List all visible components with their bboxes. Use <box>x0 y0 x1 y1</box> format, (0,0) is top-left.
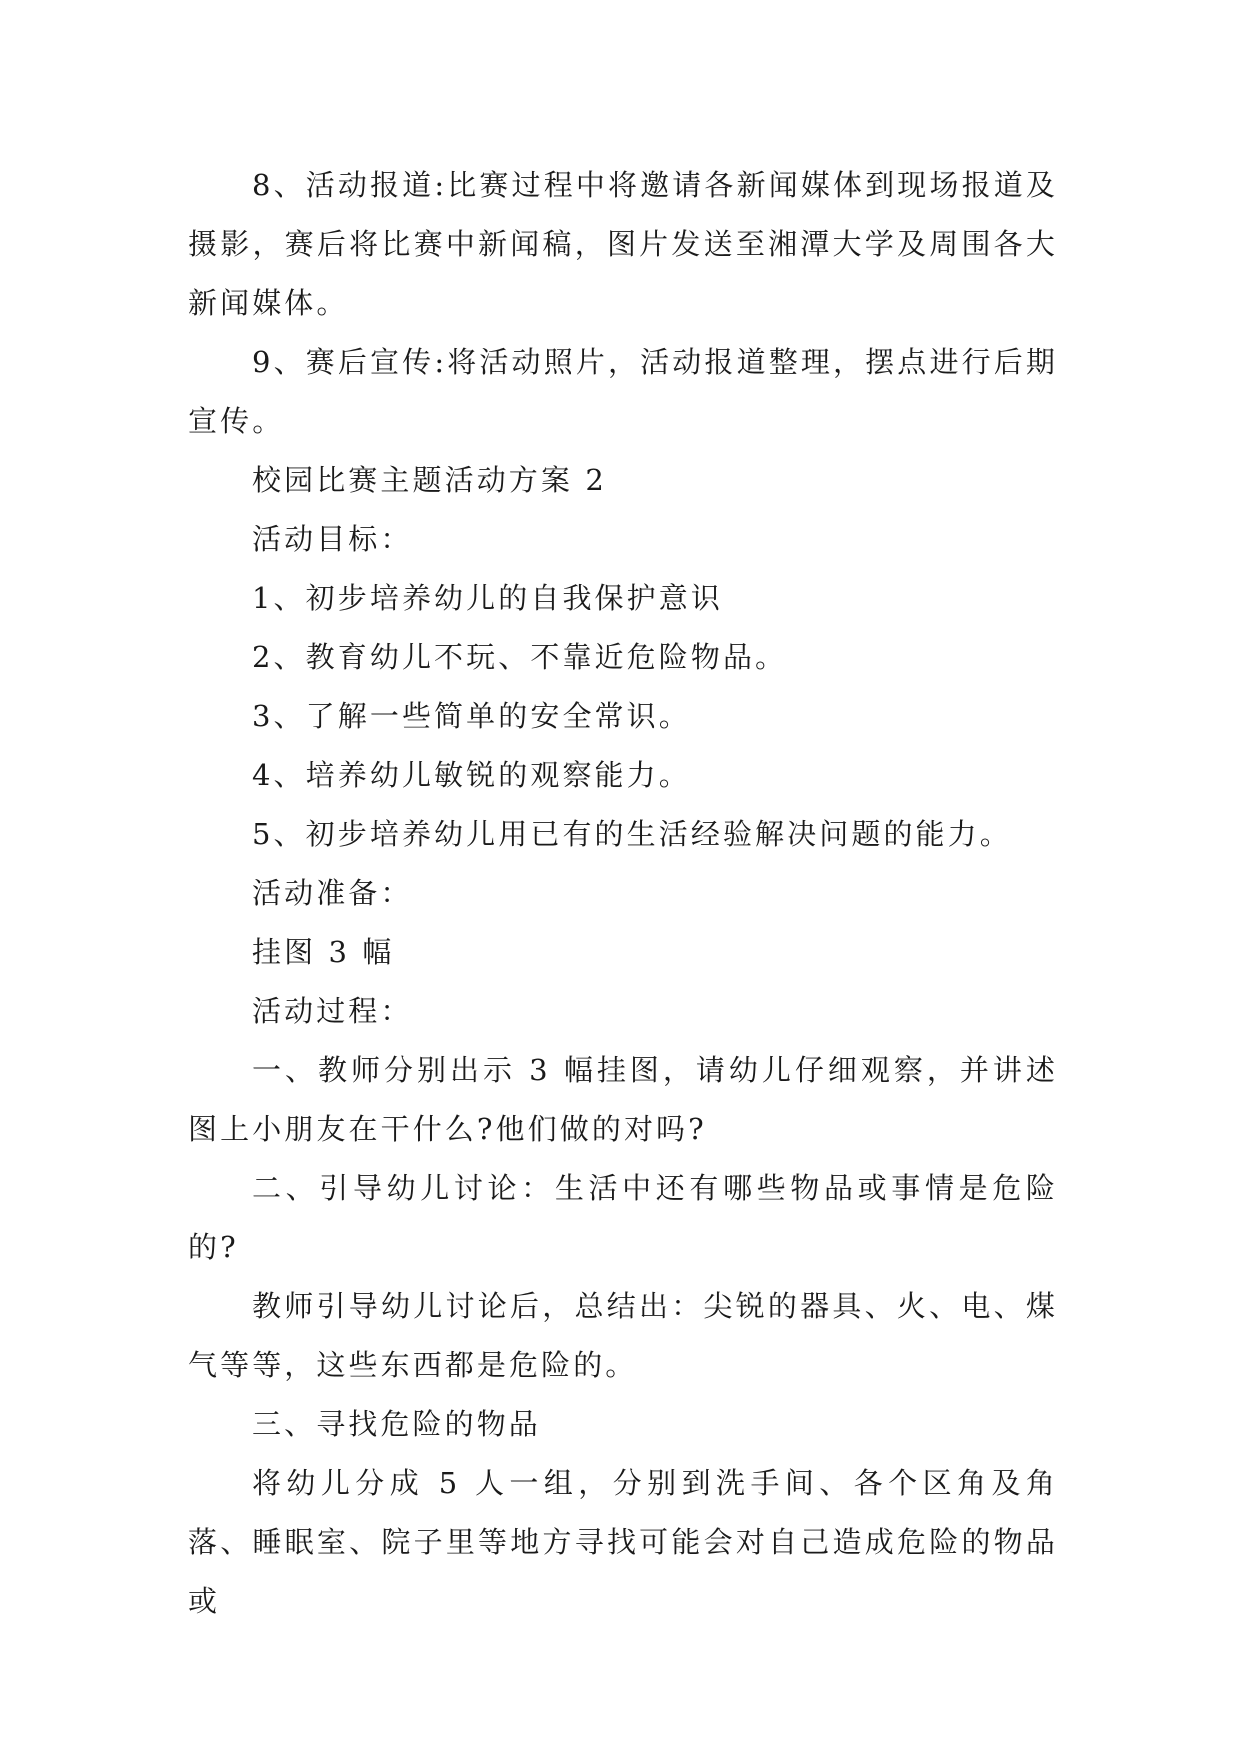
goal-item: 2、教育幼儿不玩、不靠近危险物品。 <box>252 640 788 674</box>
heading-activity-preparation: 活动准备： <box>252 876 413 910</box>
heading-activity-process: 活动过程： <box>252 994 413 1028</box>
goal-item: 1、初步培养幼儿的自我保护意识 <box>252 581 723 615</box>
goal-item: 3、了解一些简单的安全常识。 <box>252 699 691 733</box>
heading-activity-goals: 活动目标： <box>252 522 413 556</box>
paragraph-post-event-publicity: 9、赛后宣传:将活动照片，活动报道整理，摆点进行后期宣传。 <box>188 345 1058 438</box>
process-paragraph: 将幼儿分成 5 人一组，分别到洗手间、各个区角及角落、睡眠室、院子里等地方寻找可能会对自己造成危险的物品或 <box>188 1466 1058 1618</box>
process-step: 一、教师分别出示 3 幅挂图，请幼儿仔细观察，并讲述图上小朋友在干什么?他们做的对吗? <box>188 1053 1058 1146</box>
document-body <box>188 156 1058 1631</box>
goal-item: 5、初步培养幼儿用已有的生活经验解决问题的能力。 <box>252 817 1012 851</box>
preparation-item: 挂图 3 幅 <box>252 935 395 969</box>
process-paragraph: 教师引导幼儿讨论后，总结出：尖锐的器具、火、电、煤气等等，这些东西都是危险的。 <box>188 1289 1058 1382</box>
section-title: 校园比赛主题活动方案 2 <box>252 463 607 497</box>
paragraph-activity-report: 8、活动报道:比赛过程中将邀请各新闻媒体到现场报道及摄影，赛后将比赛中新闻稿，图片发送至湘潭大学及周围各大新闻媒体。 <box>188 168 1058 320</box>
process-step: 二、引导幼儿讨论：生活中还有哪些物品或事情是危险的? <box>188 1171 1058 1264</box>
goal-item: 4、培养幼儿敏锐的观察能力。 <box>252 758 691 792</box>
process-step: 三、寻找危险的物品 <box>252 1407 541 1441</box>
